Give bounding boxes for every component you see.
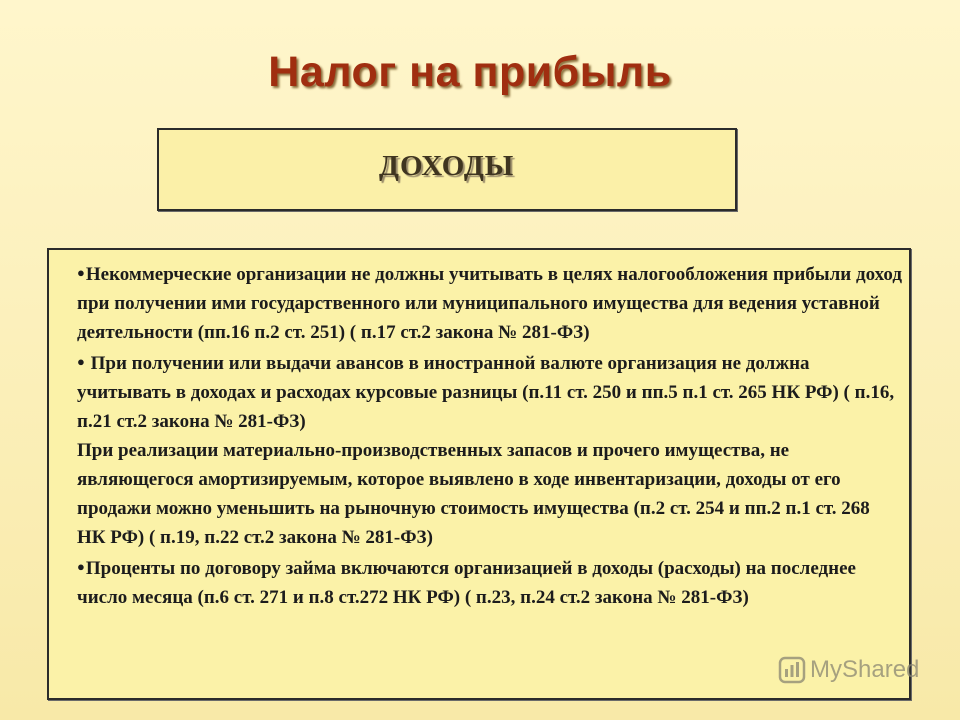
list-item xyxy=(77,436,903,552)
list-item-text: При реализации материально-производственных запасов и прочего имущества, не являющегося амортизируемым, которое выявлено в ходе инвентаризации, доходы от его продажи можно уменьшить на рыночную стоимость имущества (п.2 ст. 254 и пп.2 п.1 ст. 268 НК РФ) ( п.19, п.22 ст.2 закона № 281-ФЗ) xyxy=(77,440,870,548)
list-item xyxy=(77,258,903,347)
section-header-box xyxy=(157,128,737,211)
list-item xyxy=(77,552,903,612)
list-item-text: При получении или выдачи авансов в иностранной валюте организация не должна учитывать в доходах и расходах курсовые разницы (п.11 ст. 250 и пп.5 п.1 ст. 265 НК РФ) ( п.16, п.21 ст.2 закона № 281-ФЗ) xyxy=(77,353,895,432)
list-item-text: Некоммерческие организации не должны учитывать в целях налогообложения прибыли доход при получении ими государственного или муниципального имущества для ведения уставной деятельности (пп.16 п.2 ст. 251) ( п.17 ст.2 закона № 281-ФЗ) xyxy=(77,264,902,343)
watermark-text: MyShared xyxy=(810,656,920,683)
slide-title: Налог на прибыль xyxy=(268,48,672,96)
list-item-text: Проценты по договору займа включаются организацией в доходы (расходы) на последнее число месяца (п.6 ст. 271 и п.8 ст.272 НК РФ) ( п.23, п.24 ст.2 закона № 281-ФЗ) xyxy=(77,558,856,608)
myshared-logo-icon xyxy=(778,656,806,684)
content-box xyxy=(47,248,911,700)
list-item xyxy=(77,347,903,436)
bullet-icon: ● xyxy=(77,354,85,369)
watermark xyxy=(778,656,919,684)
content-text xyxy=(77,258,903,612)
section-label: ДОХОДЫ xyxy=(379,150,515,182)
bullet-icon: ● xyxy=(77,559,85,574)
bullet-icon: ● xyxy=(77,265,85,280)
